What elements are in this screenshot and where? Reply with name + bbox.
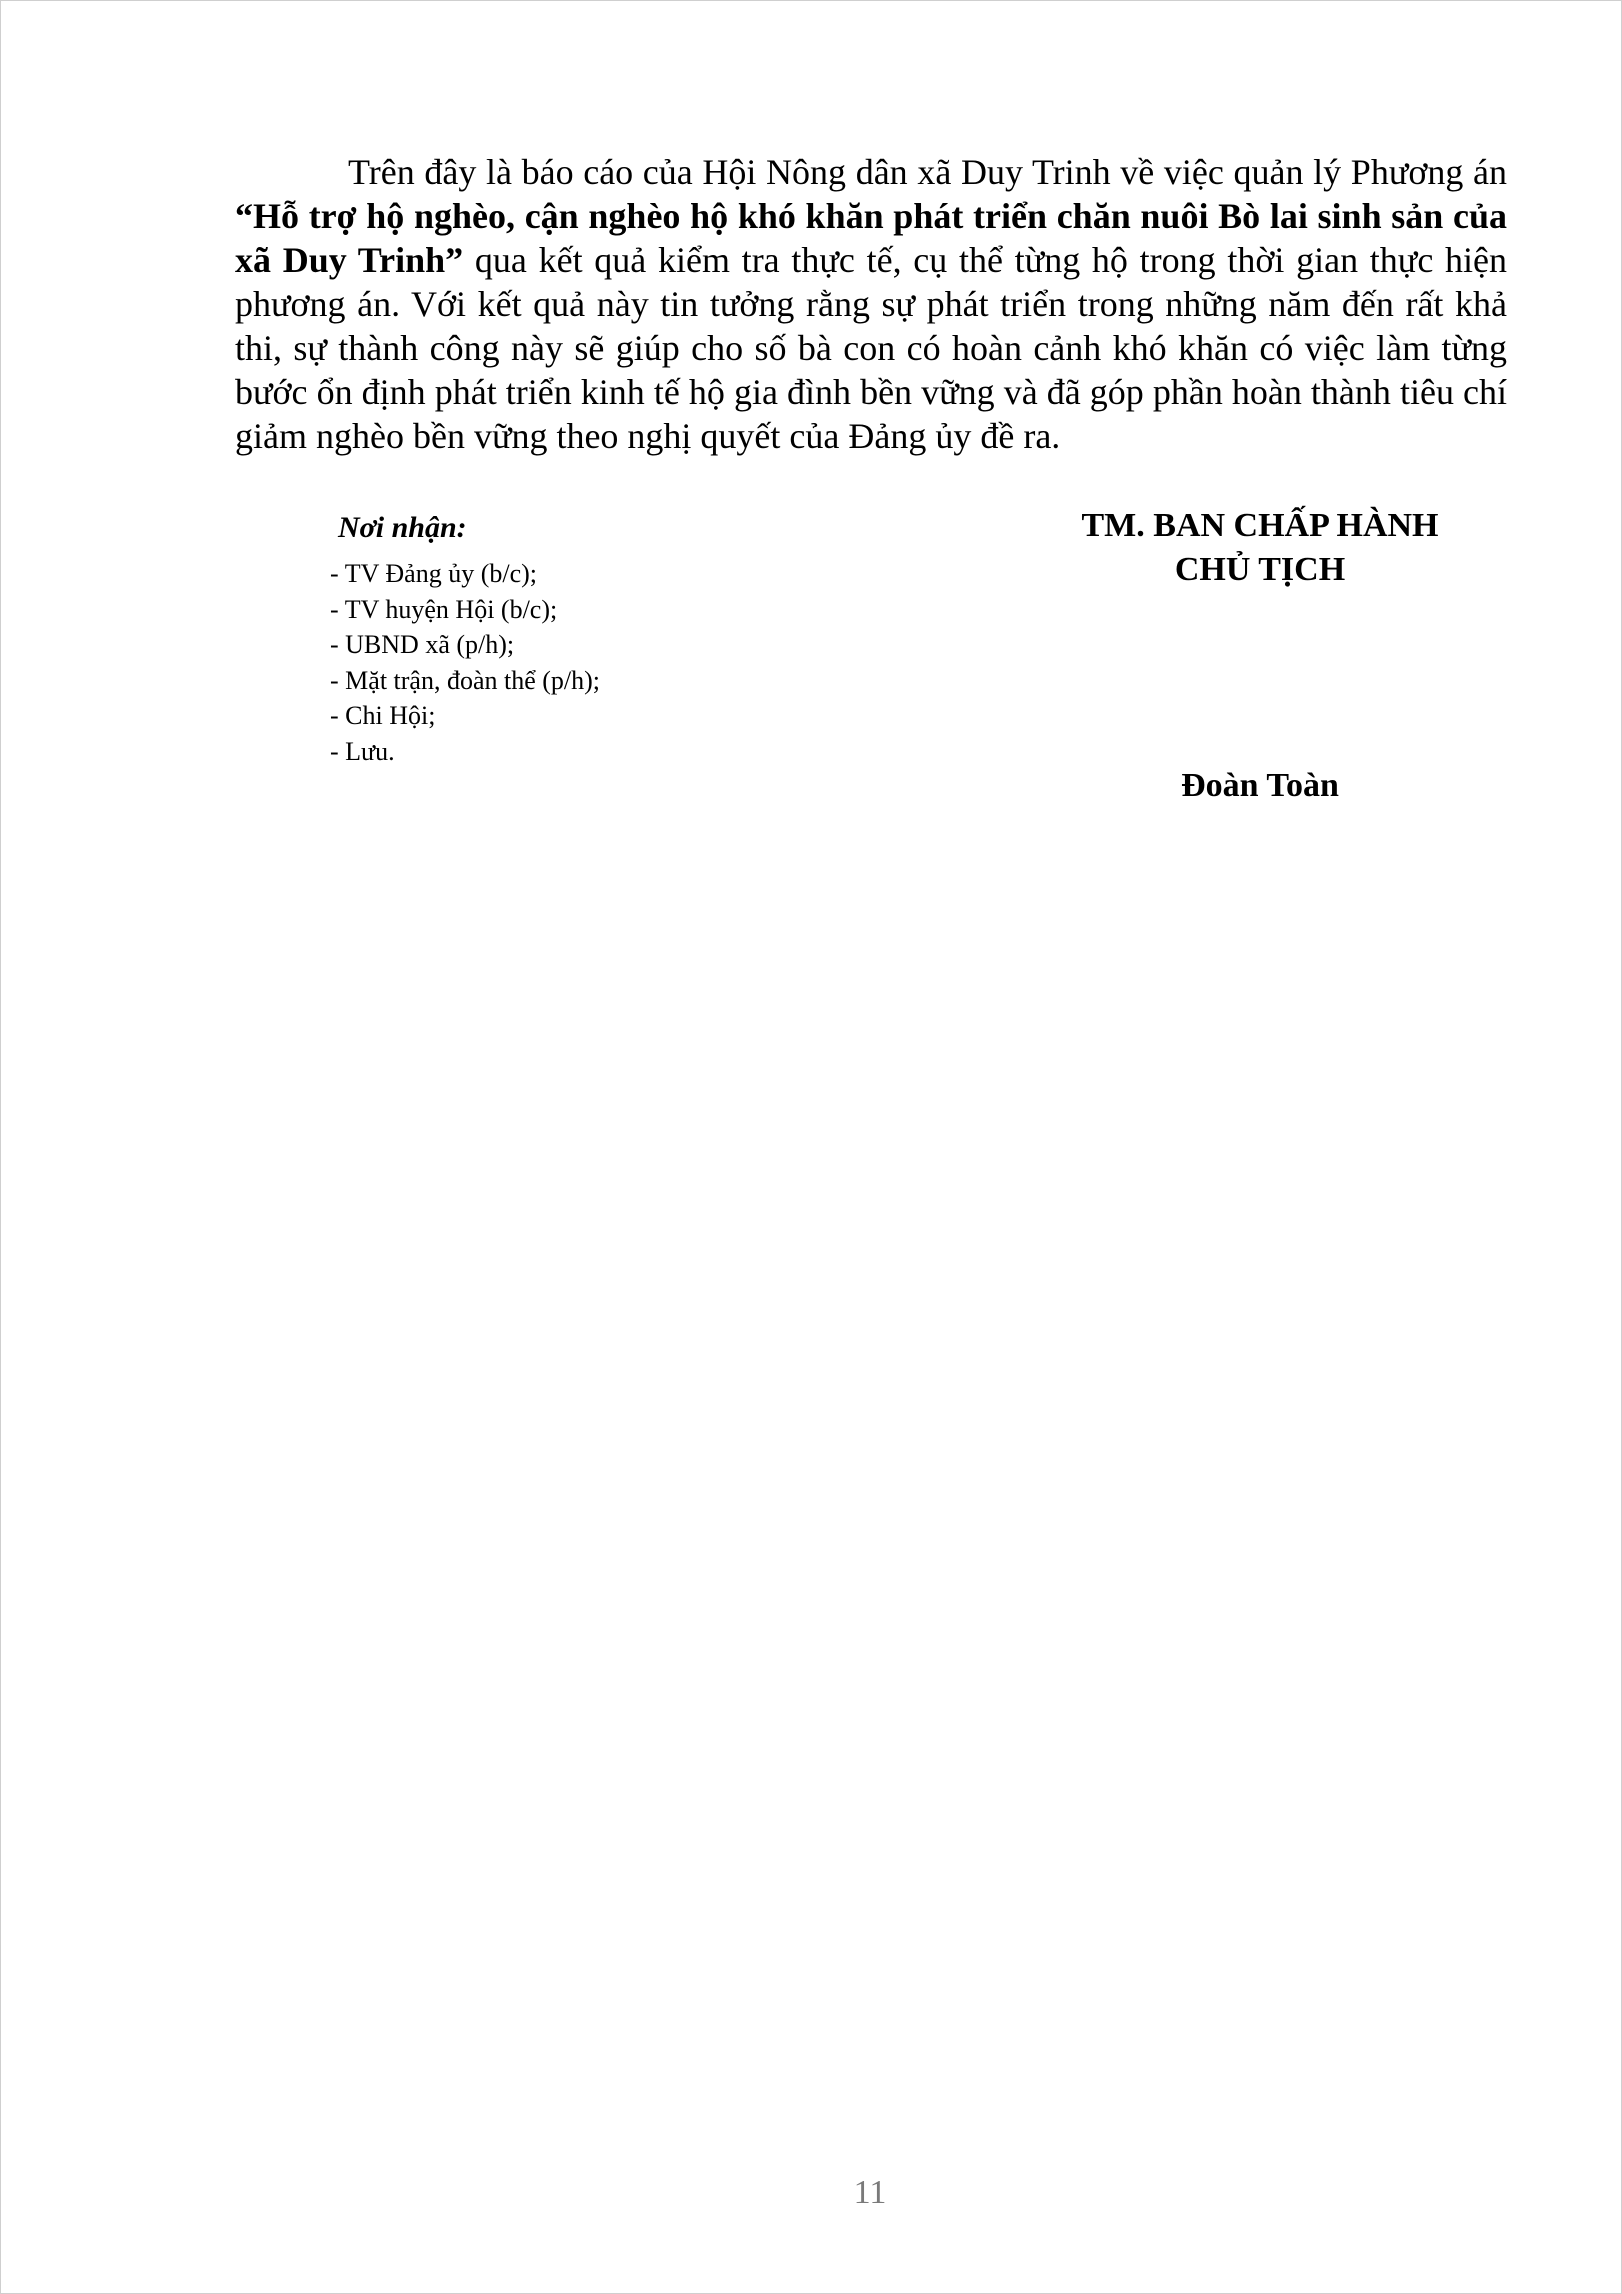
signature-title: CHỦ TỊCH	[1174, 551, 1346, 588]
signature-organization: TM. BAN CHẤP HÀNH	[1081, 507, 1439, 544]
recipients-block	[330, 510, 850, 769]
project-title: “Hỗ trợ hộ nghèo, cận nghèo hộ khó khăn phát triển chăn nuôi Bò lai sinh sản của xã Duy Trinh”	[235, 196, 1507, 280]
recipient-item: - Chi Hội;	[330, 701, 436, 730]
recipient-item: - UBND xã (p/h);	[330, 630, 515, 659]
report-conclusion-paragraph	[235, 150, 1507, 458]
signer-name: Đoàn Toàn	[1181, 767, 1339, 804]
recipient-item: - TV huyện Hội (b/c);	[330, 594, 558, 624]
recipient-item: - Lưu.	[330, 736, 395, 766]
paragraph-intro: Trên đây là báo cáo của Hội Nông dân xã Duy Trinh về việc quản lý Phương án	[348, 152, 1507, 192]
recipient-item: - Mặt trận, đoàn thể (p/h);	[330, 665, 601, 695]
recipients-title: Nơi nhận:	[338, 511, 467, 544]
paragraph-conclusion: qua kết quả kiểm tra thực tế, cụ thể từng hộ trong thời gian thực hiện phương án. Với kết quả này tin tưởng rằng sự phát triển trong những năm đến rất khả thi, sự thành công này sẽ giúp cho số bà con có hoàn cảnh khó khăn có việc làm từng bước ổn định phát triển kinh tế hộ gia đình bền vững và đã góp phần hoàn thành tiêu chí giảm nghèo bền vững theo nghị quyết của Đảng ủy đề ra.	[235, 240, 1507, 456]
page-number: 11	[853, 2174, 887, 2211]
recipients-list	[330, 556, 850, 769]
signature-block	[1000, 504, 1520, 592]
recipient-item: - TV Đảng ủy (b/c);	[330, 559, 537, 588]
